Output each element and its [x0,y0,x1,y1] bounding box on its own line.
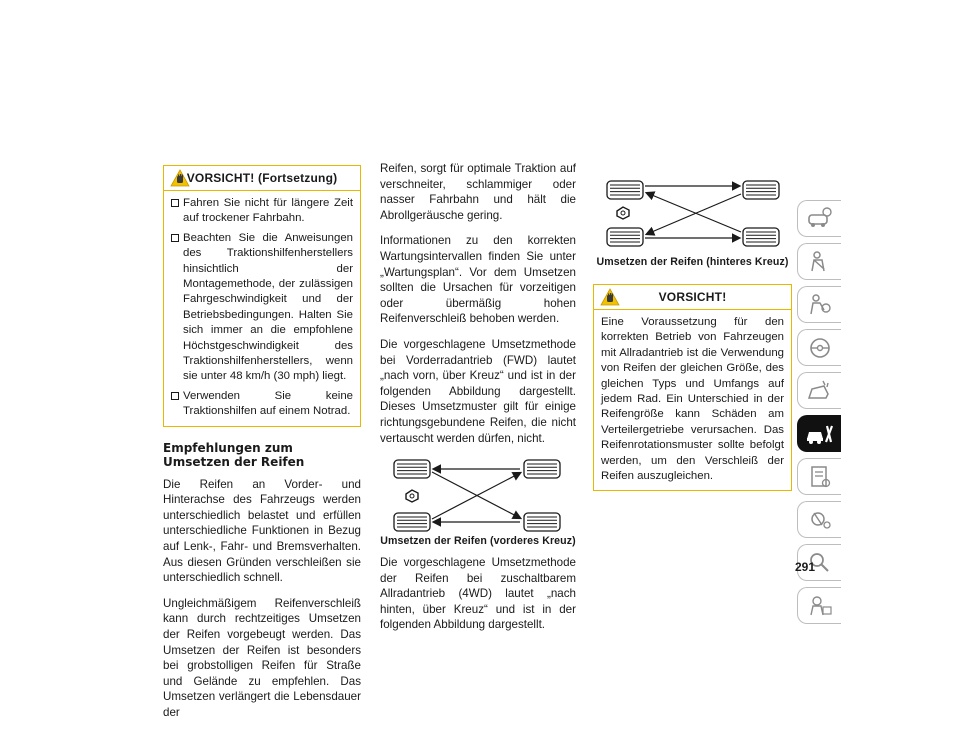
tire-rear-left [743,181,779,199]
paragraph: Ungleichmäßigem Reifenverschleiß kann durch rechtzeitiges Umsetzen der Reifen vorgebeugt werden. Das Umsetzen der Reifen ist besonders bei grobstolligen Reifen für Straße und Gelände zu empfehlen. Das Umsetzen verlängert die Lebensdauer der [163,596,361,719]
tab-service-maintenance[interactable] [797,415,841,452]
tab-emergency[interactable] [797,372,841,409]
tire-rear-right [524,513,560,531]
tire-rear-left [524,460,560,478]
language-icon [806,593,834,619]
warning-box-continued [163,165,361,427]
warning-hand-icon [600,288,620,306]
warning-header [164,166,360,191]
warning-box [593,284,792,491]
tire-front-right [394,513,430,531]
right-column [593,178,792,491]
warning-body [594,310,791,490]
section-heading: Empfehlungen zum Umsetzen der Reifen [163,440,305,469]
document-list-icon [806,464,834,490]
warning-header [594,285,791,310]
tire-front-left [607,181,643,199]
tab-language[interactable] [797,587,841,624]
list-item: Beachten Sie die Anweisungen des Traktionshilfenherstellers hinsichtlich der Montagemethode, der zulässigen Fahrgeschwindigkeit und der Betriebsbedingungen. Halten Sie sich immer an die empfohlene Höchstgeschwindigkeit des Traktionshilfenherstellers, wenn sie unter 48 km/h (30 mph) liegt. [171,231,353,385]
car-info-icon [806,206,834,232]
warning-body [164,191,360,426]
front-cross-diagram [380,458,576,533]
list-item: Verwenden Sie keine Traktionshilfen auf einem Notrad. [171,389,353,420]
warning-title: VORSICHT! [658,290,727,304]
tab-multimedia[interactable] [797,501,841,538]
tab-specifications[interactable] [797,458,841,495]
figure-caption: Umsetzen der Reifen (hinteres Kreuz) [596,256,789,268]
paragraph: Informationen zu den korrekten Wartungsintervallen finden Sie unter „Wartungsplan“. Vor dem Umsetzen sollten die Ursachen für vorzeitigen oder übermäßig hohen Reifenverschleiß behoben werden. [380,234,576,326]
page-number: 291 [795,560,816,574]
checkbox-bullet-icon [171,231,183,385]
steering-wheel-icon [406,490,418,502]
list-item: Fahren Sie nicht für längere Zeit auf trockener Fahrbahn. [171,196,353,227]
tab-starting[interactable] [797,286,841,323]
warning-title: VORSICHT! (Fortsetzung) [186,171,338,185]
tab-safety[interactable] [797,243,841,280]
paragraph: Reifen, sorgt für optimale Traktion auf verschneiter, schlammiger oder nasser Fahrbahn und hält die Abrollgeräusche gering. [380,162,576,222]
checkbox-bullet-icon [171,389,183,420]
steering-wheel-tab-icon [806,335,834,361]
figure-caption: Umsetzen der Reifen (vorderes Kreuz) [380,535,576,548]
tab-dashboard[interactable] [797,329,841,366]
tire-rotation-front-cross-figure [380,458,576,533]
left-column [163,165,361,731]
tire-rear-right [743,228,779,246]
paragraph: Die vorgeschlagene Umsetzmethode bei Vorderradantrieb (FWD) lautet „nach vorn, über Kreuz“ und ist in der folgenden Abbildung dargestellt. Dieses Umsetzmuster gilt für einige richtungsgebundene Reifen, die nicht vertauscht werden dürfen, nicht. [380,337,576,445]
rear-cross-diagram [593,178,792,248]
warning-hand-icon [170,169,190,187]
driver-icon [806,292,834,318]
steering-wheel-icon [617,207,629,219]
checkbox-bullet-icon [171,196,183,227]
seatbelt-icon [806,249,834,275]
customer-assistance-icon [806,507,834,533]
warning-text: Eine Voraussetzung für den korrekten Betrieb von Fahrzeugen mit Allradantrieb ist die Verwendung von Reifen der gleichen Größe, des gleichen Typs und Umfangs auf jedem Rad. Ein Unterschied in der Reifengröße kann Schäden am Verteilergetriebe verursachen. Das Reifenrotationsmuster sollte befolgt werden, um den Verschleiß der Reifen auszugleichen. [601,316,784,483]
middle-column [380,161,576,643]
tab-vehicle-info[interactable] [797,200,841,237]
tire-front-right [607,228,643,246]
tire-rotation-rear-cross-figure [593,178,792,248]
paragraph: Die vorgeschlagene Umsetzmethode der Reifen bei zuschaltbarem Allradantrieb (4WD) lautet „nach hinten, über Kreuz“ und ist in der folgenden Abbildung dargestellt. [380,556,576,632]
car-wrench-icon [805,421,835,447]
car-crash-icon [806,378,834,404]
paragraph: Die Reifen an Vorder- und Hinterachse des Fahrzeugs werden unterschiedlich belastet und erfüllen unterschiedliche Funktionen in Bezug auf Lenk-, Fahr- und Bremsverhalten. Aus diesen Gründen verschleißen sie unterschiedlich schnell. [163,477,361,585]
tire-front-left [394,460,430,478]
